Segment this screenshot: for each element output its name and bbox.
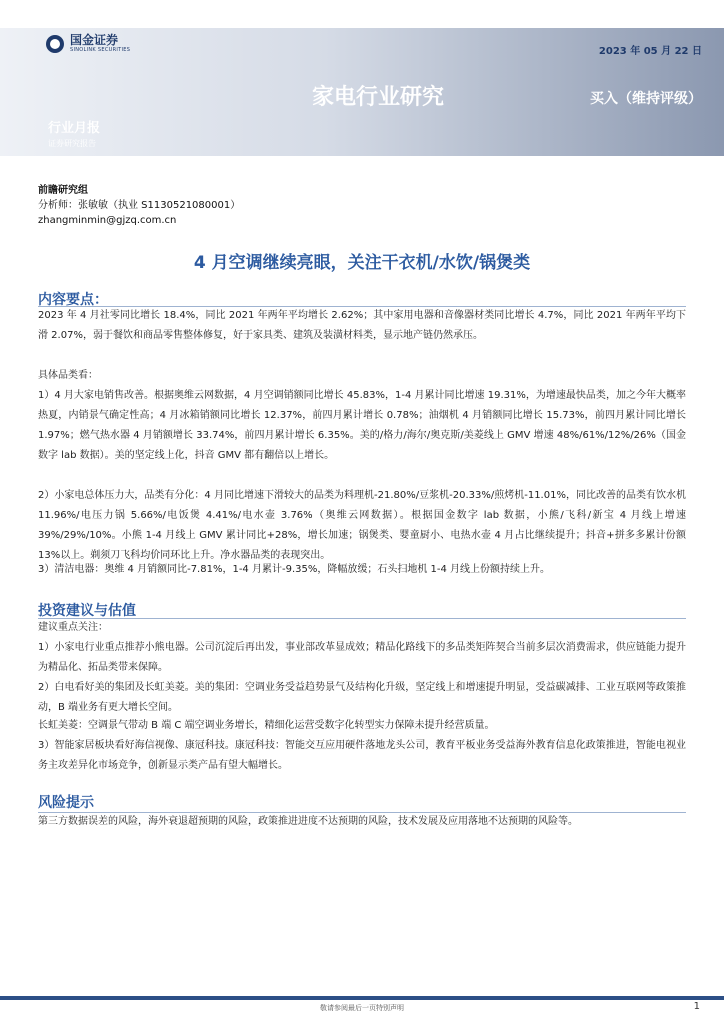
report-date: 2023 年 05 月 22 日 [598, 46, 702, 57]
research-group: 前瞻研究组 [38, 185, 88, 196]
main-title: 4 月空调继续亮眼，关注干衣机/水饮/锅煲类 [193, 253, 531, 273]
analyst-name: 分析师：张敏敏（执业 S1130521080001） [38, 200, 241, 211]
footer-bar [0, 996, 724, 1000]
invest-paragraph: 3）智能家居板块看好海信视像、康冠科技。康冠科技：智能交互应用硬件落地龙头公司，教育平板业务受益海外教育信息化政策推进，智能电视业务主攻差异化市场竞争，创新显示类产品有望大幅增长。 [38, 740, 686, 771]
invest-paragraph: 2）白电看好美的集团及长虹美菱。美的集团：空调业务受益趋势景气及结构化升级，坚定线上和增速提升明显，受益碳减排、工业互联网等政策推动，B 端业务有更大增长空间。 [38, 682, 686, 713]
logo-text-cn: 国金证券 [70, 33, 119, 47]
logo-text-en: SINOLINK SECURITIES [70, 47, 131, 53]
report-header [0, 0, 724, 156]
report-kind: 行业月报 [48, 121, 101, 136]
page-number: 1 [693, 1001, 700, 1012]
summary-paragraph: 具体品类看： [38, 370, 98, 381]
logo-mark-icon [46, 35, 64, 53]
summary-paragraph: 1）4 月大家电销售改善。根据奥维云网数据，4 月空调销额同比增长 45.83%，1-4 月累计同比增速 19.31%，为增速最快品类，加之今年大概率热夏，内销景气确定性高；4 月冰箱销额同比增长 12.37%，前四月累计增长 0.78%；油烟机 4 月销额同比增长 15.73%，前四月累计同比增长 1.97%；燃气热水器 4 月销额增长 33.74%，前四月累计增长 6.35%。美的/格力/海尔/奥克斯/美菱线上 GMV 增速 48%/61%/12%/26%（国金数字 lab 数据）。美的坚定线上化，抖音 GMV 都有翻倍以上增长。 [38, 390, 686, 461]
summary-paragraph: 2023 年 4 月社零同比增长 18.4%，同比 2021 年两年平均增长 2.62%；其中家用电器和音像器材类同比增长 4.7%，同比 2021 年两年平均下滑 2.07%，弱于餐饮和商品零售整体修复，好于家具类、建筑及装潢材料类，显示地产链仍然承压。 [38, 310, 686, 341]
invest-paragraph: 1）小家电行业重点推荐小熊电器。公司沉淀后再出发，事业部改革显成效；精品化路线下的多品类矩阵契合当前多层次消费需求，供应链能力提升为精品化、拓品类带来保障。 [38, 642, 686, 673]
section-heading-risk: 风险提示 [38, 795, 94, 811]
analyst-email[interactable]: zhangminmin@gjzq.com.cn [38, 215, 177, 226]
risk-paragraph: 第三方数据误差的风险，海外衰退超预期的风险，政策推进进度不达预期的风险，技术发展及应用落地不达预期的风险等。 [38, 816, 578, 827]
footer-disclaimer: 敬请参阅最后一页特别声明 [320, 1004, 404, 1012]
section-heading-summary: 内容要点： [38, 292, 108, 308]
report-title: 家电行业研究 [312, 85, 445, 110]
invest-paragraph: 建议重点关注： [38, 622, 108, 633]
company-logo [46, 34, 130, 53]
analyst-block [38, 183, 240, 228]
summary-paragraph: 3）清洁电器：奥维 4 月销额同比-7.81%，1-4 月累计-9.35%，降幅放缓；石头扫地机 1-4 月线上份额持续上升。 [38, 564, 551, 575]
rating: 买入（维持评级） [590, 91, 702, 107]
summary-paragraph: 2）小家电总体压力大，品类有分化：4 月同比增速下滑较大的品类为料理机-21.80%/豆浆机-20.33%/煎烤机-11.01%，同比改善的品类有饮水机 11.96%/电压力锅 5.66%/电饭煲 4.41%/电水壶 3.76%（奥维云网数据）。根据国金数字 lab 数据，小熊/飞科/新宝 4 月线上增速 39%/29%/10%。小熊 1-4 月线上 GMV 累计同比+28%，增长加速；锅煲类、婴童厨小、电热水壶 4 月占比继续提升；抖音+拼多多累计份额 13%以上。剃须刀飞科均价同环比上升。净水器品类的表现突出。 [38, 490, 686, 561]
invest-paragraph: 长虹美菱：空调景气带动 B 端 C 端空调业务增长，精细化运营受数字化转型实力保障未提升经营质量。 [38, 720, 495, 731]
section-heading-invest: 投资建议与估值 [38, 603, 136, 619]
report-type: 证券研究报告 [48, 139, 96, 148]
